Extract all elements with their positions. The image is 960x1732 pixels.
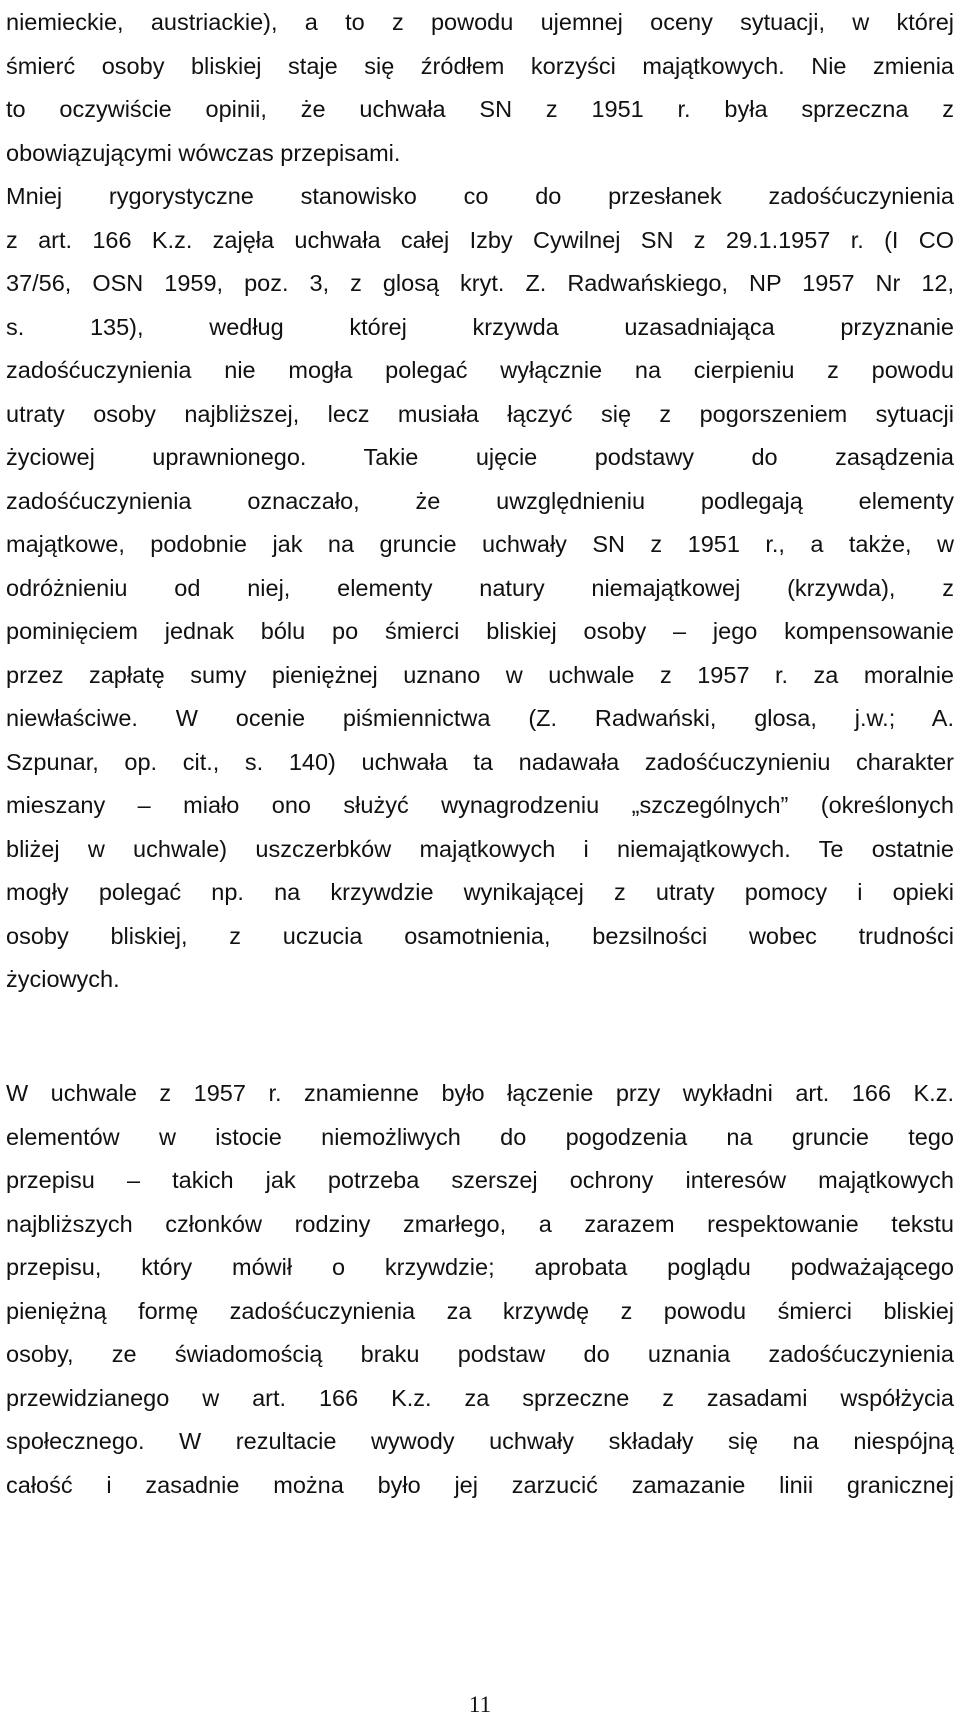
text-line: przez zapłatę sumy pieniężnej uznano w uchwale z 1957 r. za moralnie (6, 661, 954, 688)
text-line: życiowej uprawnionego. Takie ujęcie podstawy do zasądzenia (6, 444, 954, 470)
text-line: pieniężną formę zadośćuczynienia za krzywdę z powodu śmierci bliskiej (6, 1297, 954, 1324)
text-line: z art. 166 K.z. zajęła uchwała całej Izby Cywilnej SN z 29.1.1957 r. (I CO (6, 226, 954, 253)
text-line: osoby, ze świadomością braku podstaw do uznania zadośćuczynienia (6, 1341, 954, 1367)
text-line: życiowych. (6, 966, 120, 992)
text-line: 37/56, OSN 1959, poz. 3, z glosą kryt. Z. Radwańskiego, NP 1957 Nr 12, (6, 270, 954, 296)
text-line: mieszany – miało ono służyć wynagrodzeniu „szczególnych” (określonych (6, 792, 954, 818)
text-line: bliżej w uchwale) uszczerbków majątkowych i niemajątkowych. Te ostatnie (6, 835, 954, 862)
text-line: niemieckie, austriackie), a to z powodu ujemnej oceny sytuacji, w której (6, 9, 954, 35)
text-line: elementów w istocie niemożliwych do pogodzenia na gruncie tego (6, 1123, 954, 1150)
page-number: 11 (468, 1692, 492, 1717)
paragraph-2 (6, 1072, 954, 1507)
text-line: obowiązującymi wówczas przepisami. (6, 139, 401, 166)
text-line: pominięciem jednak bólu po śmierci bliskiej osoby – jego kompensowanie (6, 618, 954, 644)
text-line: społecznego. W rezultacie wywody uchwały składały się na niespójną (6, 1428, 954, 1454)
text-line: W uchwale z 1957 r. znamienne było łączenie przy wykładni art. 166 K.z. (6, 1080, 954, 1106)
paragraph-1 (6, 1, 954, 1002)
text-line: odróżnieniu od niej, elementy natury niemajątkowej (krzywda), z (6, 574, 954, 601)
text-line: przepisu, który mówił o krzywdzie; aprobata poglądu podważającego (6, 1254, 954, 1280)
text-line: niewłaściwe. W ocenie piśmiennictwa (Z. Radwański, glosa, j.w.; A. (6, 705, 954, 731)
text-line: majątkowe, podobnie jak na gruncie uchwały SN z 1951 r., a także, w (6, 531, 954, 557)
text-line: całość i zasadnie można było jej zarzucić zamazanie linii granicznej (6, 1471, 954, 1498)
text-line: osoby bliskiej, z uczucia osamotnienia, bezsilności wobec trudności (6, 922, 954, 949)
text-line: utraty osoby najbliższej, lecz musiała łączyć się z pogorszeniem sytuacji (6, 400, 954, 427)
text-line: przewidzianego w art. 166 K.z. za sprzeczne z zasadami współżycia (6, 1384, 954, 1411)
text-line: s. 135), według której krzywda uzasadniająca przyznanie (6, 313, 954, 340)
text-line: mogły polegać np. na krzywdzie wynikającej z utraty pomocy i opieki (6, 879, 954, 905)
text-line: przepisu – takich jak potrzeba szerszej ochrony interesów majątkowych (6, 1167, 954, 1193)
text-line: to oczywiście opinii, że uchwała SN z 1951 r. była sprzeczna z (6, 96, 954, 122)
text-line: śmierć osoby bliskiej staje się źródłem korzyści majątkowych. Nie zmienia (6, 52, 954, 79)
text-line: Mniej rygorystyczne stanowisko co do przesłanek zadośćuczynienia (6, 183, 954, 209)
text-line: najbliższych członków rodziny zmarłego, a zarazem respektowanie tekstu (6, 1210, 954, 1237)
text-line: Szpunar, op. cit., s. 140) uchwała ta nadawała zadośćuczynieniu charakter (6, 748, 954, 775)
text-line: zadośćuczynienia oznaczało, że uwzględnieniu podlegają elementy (6, 487, 954, 514)
text-line: zadośćuczynienia nie mogła polegać wyłącznie na cierpieniu z powodu (6, 357, 954, 383)
